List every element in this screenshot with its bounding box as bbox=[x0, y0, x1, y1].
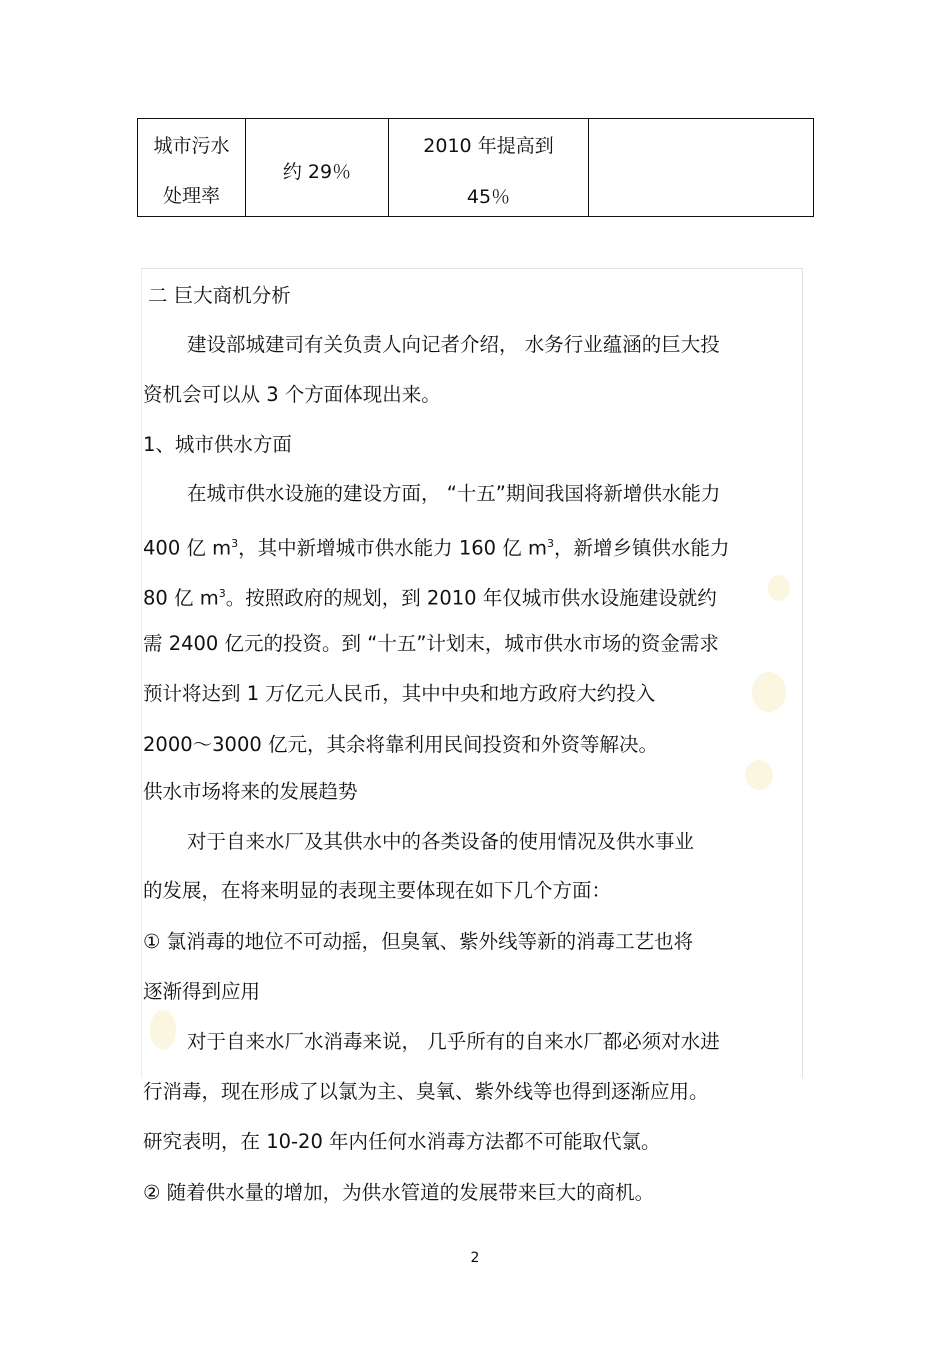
subsection-heading: 1、城市供水方面 bbox=[143, 433, 292, 456]
table-cell-item bbox=[138, 119, 246, 216]
list-item-heading: 逐渐得到应用 bbox=[143, 980, 261, 1003]
list-item-heading: ② 随着供水量的增加，为供水管道的发展带来巨大的商机。 bbox=[143, 1181, 655, 1204]
background-spot bbox=[752, 672, 786, 712]
text-run: ，新增乡镇供水能力 bbox=[553, 536, 730, 560]
paragraph-line: 对于自来水厂及其供水中的各类设备的使用情况及供水事业 bbox=[187, 830, 695, 853]
cell-text: 2010 年提高到 bbox=[423, 135, 554, 157]
cell-text: 处理率 bbox=[162, 185, 220, 207]
superscript: 3 bbox=[231, 537, 239, 550]
background-spot bbox=[150, 1010, 176, 1050]
page-number: 2 bbox=[470, 1250, 480, 1266]
text-run: 80 亿 m bbox=[143, 586, 219, 610]
superscript: 3 bbox=[218, 587, 226, 600]
table-cell-current bbox=[246, 119, 389, 216]
table-cell-target bbox=[389, 119, 589, 216]
paragraph-line bbox=[143, 532, 729, 561]
list-item-heading: ① 氯消毒的地位不可动摇，但臭氧、紫外线等新的消毒工艺也将 bbox=[143, 930, 694, 953]
section-heading: 二 巨大商机分析 bbox=[148, 284, 291, 307]
paragraph-line: 在城市供水设施的建设方面， “十五”期间我国将新增供水能力 bbox=[187, 482, 721, 505]
paragraph-line: 资机会可以从 3 个方面体现出来。 bbox=[143, 383, 441, 406]
background-spot bbox=[745, 760, 773, 790]
cell-text: 约 29％ bbox=[282, 161, 352, 183]
subsection-heading: 供水市场将来的发展趋势 bbox=[143, 780, 358, 803]
paragraph-line: 预计将达到 1 万亿元人民币，其中中央和地方政府大约投入 bbox=[143, 682, 656, 705]
text-run: 400 亿 m bbox=[143, 536, 232, 560]
text-run: 。按照政府的规划，到 2010 年仅城市供水设施建设就约 bbox=[225, 586, 717, 610]
data-table bbox=[137, 118, 814, 217]
paragraph-line: 需 2400 亿元的投资。到 “十五”计划末，城市供水市场的资金需求 bbox=[143, 632, 719, 655]
superscript: 3 bbox=[546, 537, 554, 550]
cell-text: 城市污水 bbox=[153, 135, 230, 157]
paragraph-line: 2000～3000 亿元，其余将靠利用民间投资和外资等解决。 bbox=[143, 733, 658, 756]
text-run: ，其中新增城市供水能力 160 亿 m bbox=[238, 536, 547, 560]
paragraph-line: 建设部城建司有关负责人向记者介绍， 水务行业蕴涵的巨大投 bbox=[187, 333, 720, 356]
paragraph-line: 对于自来水厂水消毒来说， 几乎所有的自来水厂都必须对水进 bbox=[187, 1030, 720, 1053]
paragraph-line: 行消毒，现在形成了以氯为主、臭氧、紫外线等也得到逐渐应用。 bbox=[143, 1080, 709, 1103]
paragraph-line bbox=[143, 582, 717, 611]
table-cell-note bbox=[589, 119, 813, 216]
paragraph-line: 的发展，在将来明显的表现主要体现在如下几个方面： bbox=[143, 879, 612, 902]
paragraph-line: 研究表明，在 10-20 年内任何水消毒方法都不可能取代氯。 bbox=[143, 1130, 661, 1153]
cell-text: 45％ bbox=[466, 186, 511, 208]
background-spot bbox=[768, 575, 790, 601]
